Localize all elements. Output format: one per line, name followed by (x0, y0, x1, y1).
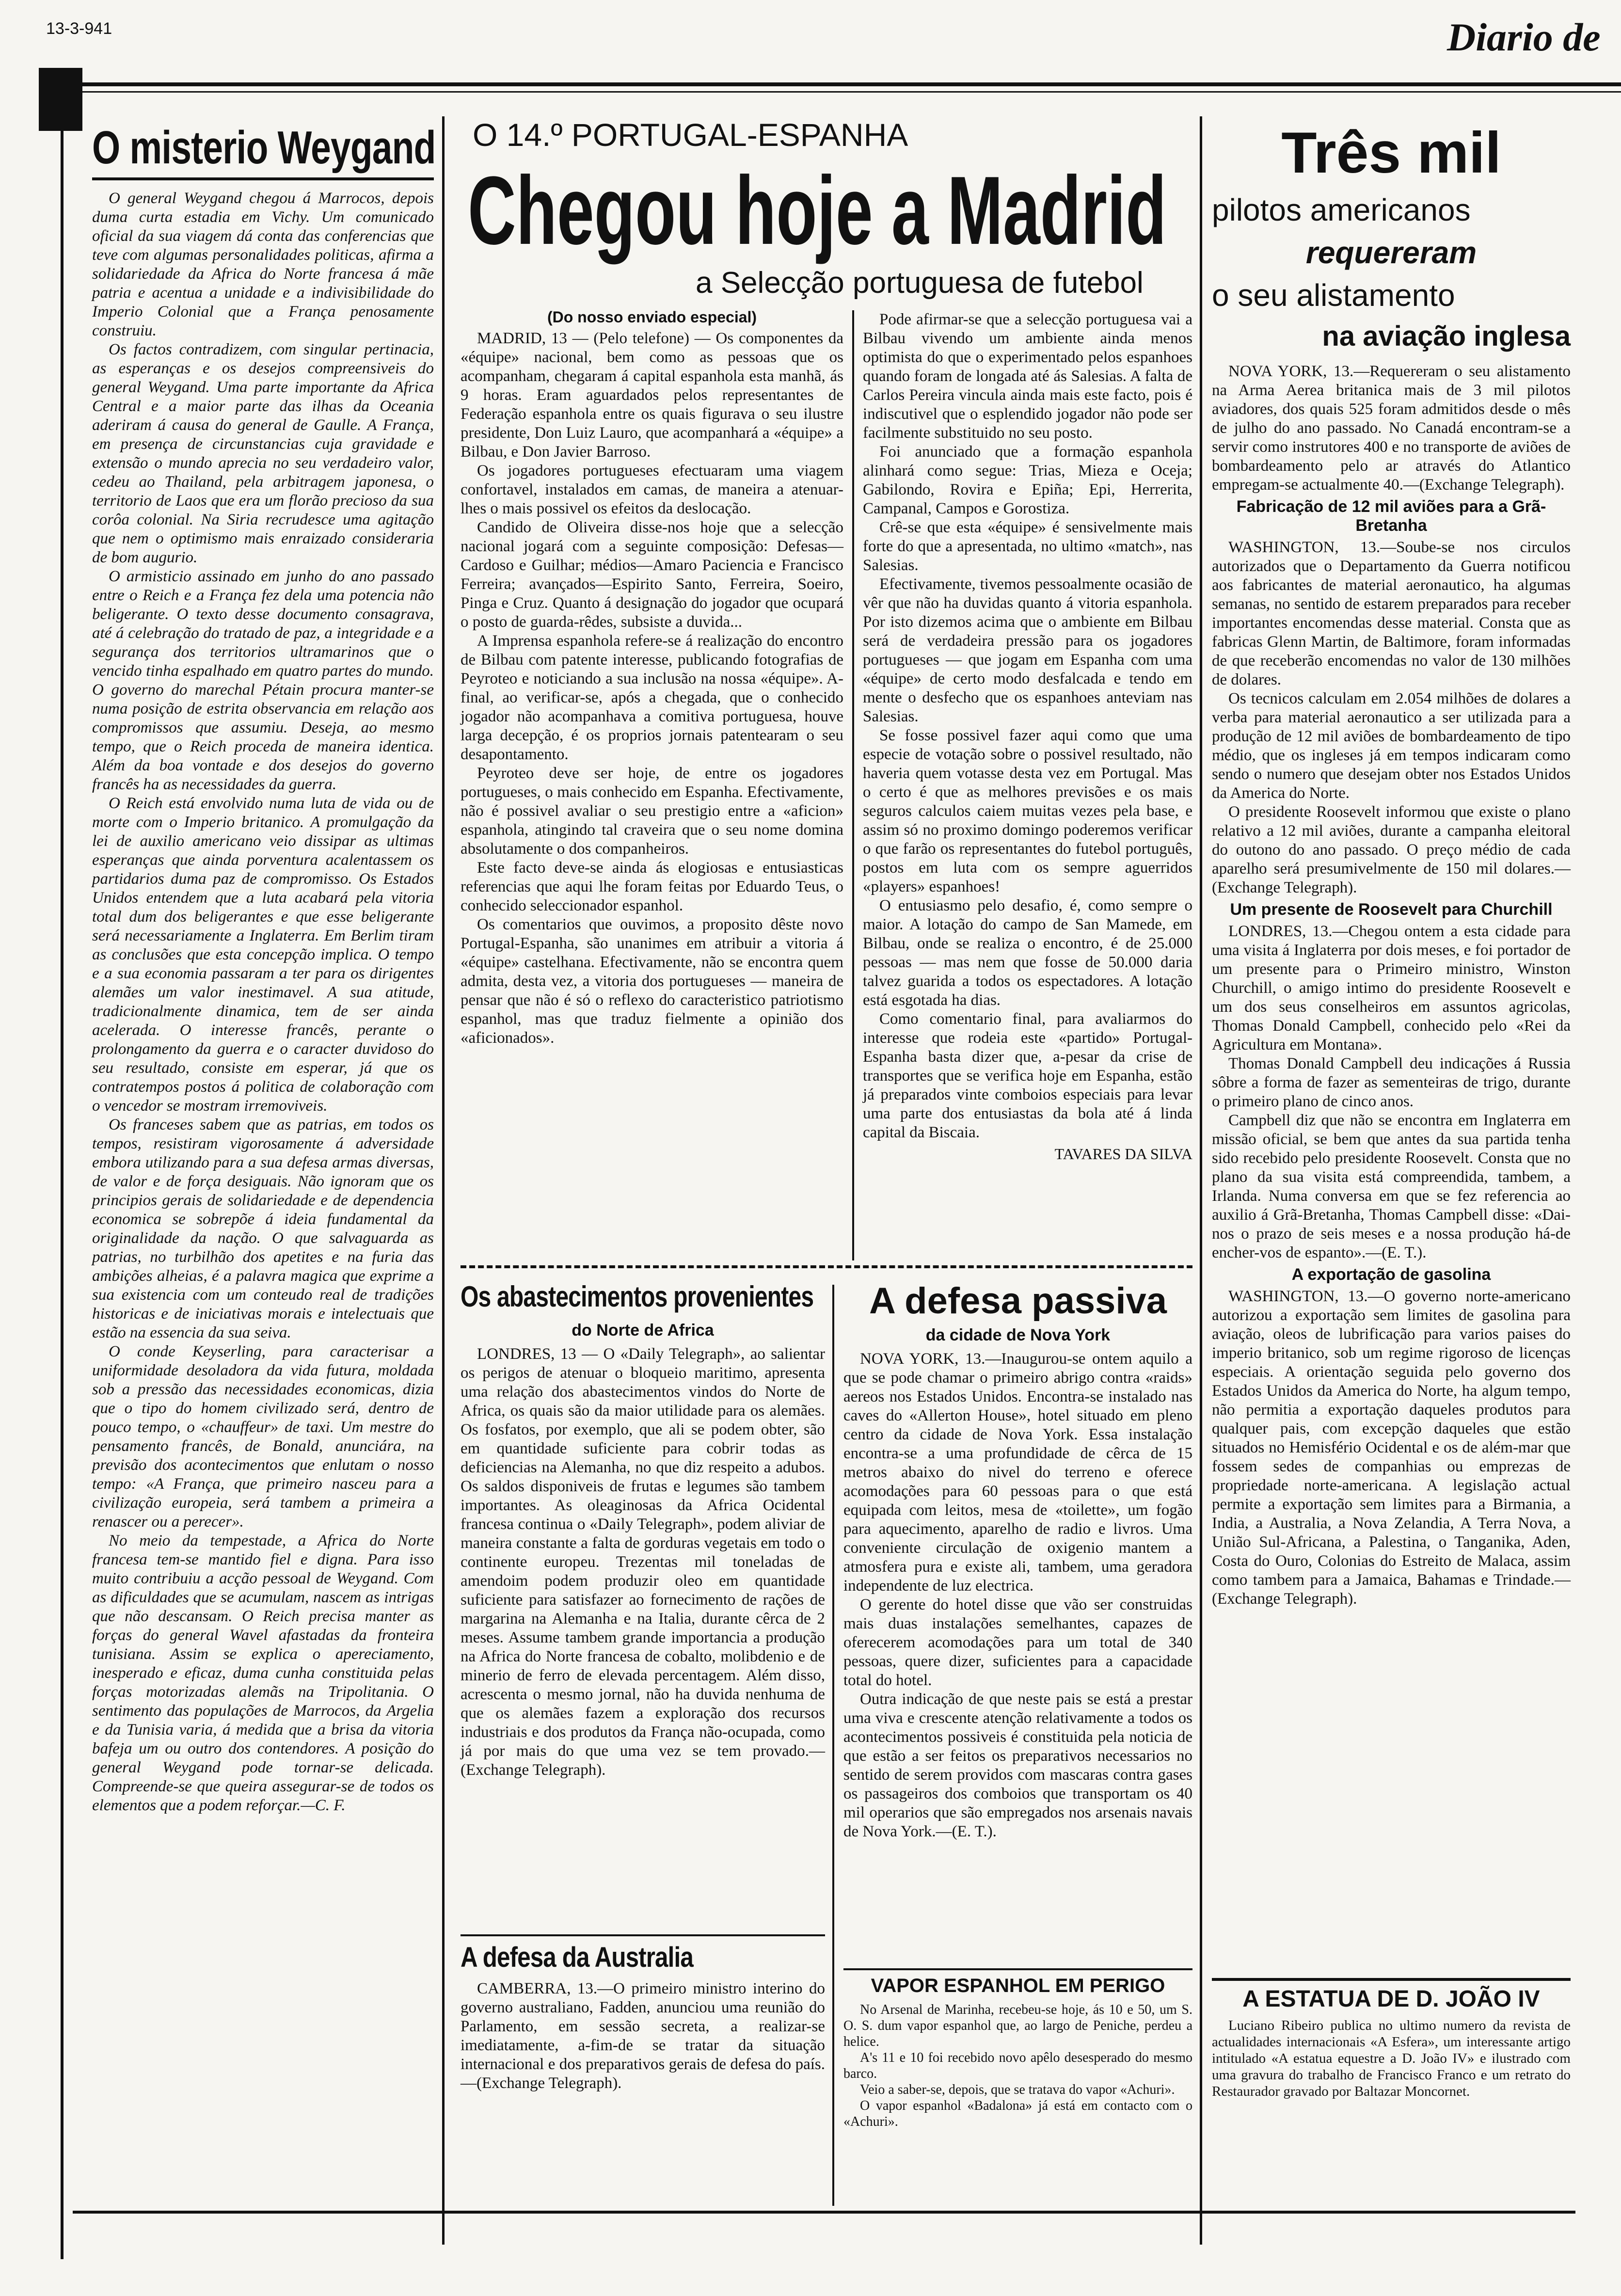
paragraph: No Arsenal de Marinha, recebeu-se hoje, ás 10 e 50, um S. O. S. dum vapor espanhol que, ao largo de Peniche, perdeu a helice. (843, 2002, 1192, 2049)
masthead-rule-thin (73, 91, 1621, 93)
portugal-col1 (461, 305, 843, 1048)
paragraph: CAMBERRA, 13.—O primeiro ministro interino do governo australiano, Fadden, anunciou uma reunião do Parlamento, em sessão secreta, a realizar-se imediatamente, a-fim-de se tratar da situação internacional e dos preparativos gerais de defesa do país.—(Exchange Telegraph). (461, 1980, 825, 2092)
masthead-title: Diario de (1447, 15, 1601, 59)
paragraph: Os factos contradizem, com singular pertinacia, as esperanças e os desejos compreensiveis do general Weygand. Uma parte importante da Africa Central e a maior parte das ilhas da Oceania aderiram á causa do general de Gaulle. A França, em presença de circunstancias cuja gravidade e extensão o mundo aprecia no seu verdadeiro valor, cedeu ao Thailand, pela arbitragem japonesa, o territorio de Laos que era um florão precioso da sua corôa colonial. Na Siria recrudesce uma agitação que nem o optimismo mais enraizado consideraria de bom augurio. (92, 341, 434, 566)
portugal-deck: a Selecção portuguesa de futebol (696, 266, 1144, 300)
footer-rule (73, 2211, 1575, 2214)
left-margin-block (39, 68, 82, 131)
australia-headline: A defesa da Australia (461, 1942, 693, 1973)
paragraph: NOVA YORK, 13.—Inaugurou-se ontem aquilo a que se pode chamar o primeiro abrigo contra «raids» aereos nos Estados Unidos. Encontra-se instalado nas caves do «Allerton House», hotel situado em pleno centro da cidade de Nova York. Essa instalação encontra-se a uma profundidade de cêrca de 15 metros abaixo do nivel do terreno e oferece acomodações para 60 pessoas para o que está equipada com leitos, mesa de «toilette», um fogão para aquecimento, aparelho de radio e livros. Uma conveniente circulação de oxigenio mantem a atmosfera pura e existe ali, tambem, uma geradora independente de luz electrica. (843, 1350, 1192, 1594)
paragraph: Candido de Oliveira disse-nos hoje que a selecção nacional jogará com a seguinte composição: Defesas—Cardoso e Guilhar; médios—Amaro Pacienciа e Francisco Ferreira; avançados—Espirito Santo, Ferreira, Soeiro, Pinga e Cruz. Quanto á designação do jogador que ocupará o posto de guarda-rêdes, subsiste a duvida... (461, 519, 843, 631)
column-rule (442, 116, 445, 2245)
column-rule (832, 1285, 834, 2206)
paragraph: Luciano Ribeiro publica no ultimo numero da revista de actualidades internacionais «A Esfera», um interessante artigo intitulado «A estatua equestre a D. João IV» e ilustrado com uma gravura do trabalho de Francisco Franco e um retrato do Restaurador gravado por Baltazar Moncornet. (1212, 2018, 1571, 2099)
vapor-article (843, 1968, 1192, 2130)
paragraph: O vapor espanhol «Badalona» já está em contacto com o «Achuri». (843, 2098, 1192, 2129)
tresmil-line3: o seu alistamento (1212, 278, 1455, 313)
column-rule (852, 310, 854, 1260)
paragraph: LONDRES, 13 — O «Daily Telegraph», ao salientar os perigos de atenuar o bloqueio maritimo, apresenta uma relação dos abastecimentos vindos do Norte de Africa, os quais são da maior utilidade para os alemães. Os fosfatos, por exemplo, que ali se podem obter, são em quantidade suficiente para cobrir todas as deficiencias na Alemanha, no que diz respeito a adubos. Os saldos disponiveis de frutas e legumes são tambem importantes. As oleaginosas da Africa Ocidental francesa continua o «Daily Telegraph», podem aliviar de maneira constante a falta de gorduras vegetais em todo o continente europeu. Trezentas mil toneladas de amendoim podem produzir oleo em quantidade suficiente para satisfazer ao fornecimento de rações de margarina na Alemanha e na Italia, durante cêrca de 2 meses. Assume tambem grande importancia a produção na Africa do Norte francesa de cobalto, molibdenio e de minerio de ferro de elevada percentagem. Além disso, acrescenta o mesmo jornal, não ha duvida nenhuma de que os alemães fazem a exploração dos recursos industriais e dos produtos da França não-ocupada, como já por mais do que uma vez se tem provado.—(Exchange Telegraph). (461, 1345, 825, 1779)
paragraph: MADRID, 13 — (Pelo telefone) — Os componentes da «équipe» nacional, bem como as pessoas que os acompanham, chegaram á capital espanhola esta manhã, ás 9 horas. Eram aguardados pelos representantes de Federação espanhola entre os quais figurava o seu ilustre presidente, Don Luiz Lauro, que acompanhará a «équipe» a Bilbau, e Don Javier Barroso. (461, 330, 843, 461)
paragraph: Os jogadores portugueses efectuaram uma viagem confortavel, instalados em camas, de maneira a atenuar-lhes o mais possivel os efeitos da deslocação. (461, 462, 843, 517)
tresmil-subhead: Um presente de Roosevelt para Churchill (1230, 900, 1553, 919)
tresmil-line4: na aviação inglesa (1322, 320, 1571, 352)
portugal-col2 (863, 310, 1192, 1163)
paragraph: WASHINGTON, 13.—Soube-se nos circulos autorizados que o Departamento da Guerra notificou aos fabricantes de material aeronautico, ha algumas semanas, no sentido de estarem preparados para receber importantes encomendas desse material. Consta que as fabricas Glenn Martin, de Baltimore, foram informadas de que receberão encomendas no valor de 130 milhões de dolares. (1212, 539, 1571, 688)
masthead-rule (73, 82, 1621, 86)
paragraph: Outra indicação de que neste pais se está a prestar uma viva e crescente atenção relativamente a todos os acontecimentos possiveis é constituida pela noticia de que estão a ser feitos os preparativos necessarios no sentido de serem providos com mascaras contra gases os passageiros dos comboios que transportam os 40 mil operarios que são empregados nos arsenais navais de Nova York.—(E. T.). (843, 1690, 1192, 1840)
paragraph: A's 11 e 10 foi recebido novo apêlo desesperado do mesmo barco. (843, 2050, 1192, 2081)
section-rule (461, 1934, 825, 1936)
defesa-subhead: da cidade de Nova York (925, 1326, 1111, 1344)
paragraph: Os franceses sabem que as patrias, em todos os tempos, resistiram vigorosamente á adversidade embora utilizando para a sua defesa armas diversas, de valor e de força desiguais. Não ignoram que os principios gerais de solidariedade e de dependencia economica se sobrepõe á ideia fundamental da originalidade da nação. O que salvaguarda as patrias, no turbilhão dos apetites e na furia das ambições alheias, é a palavra magica que exprime a sua existencia com um conteudo real de tradições historicas e de iniciativas morais e intelectuais que estão na essencia da sua seiva. (92, 1116, 434, 1341)
weygand-article (92, 121, 434, 1815)
paragraph: A Imprensa espanhola refere-se á realização do encontro de Bilbau com patente interesse, publicando fotografias de Peyroteo e noticiando a sua inclusão na nossa «équipe». A-final, ao verificar-se, após a chegada, que o conhecido jogador não acompanhava a comitiva portuguesa, houve larga decepção, é os proprios jornais patentearam o seu desapontamento. (461, 632, 843, 763)
abastecimentos-subhead: do Norte de Africa (572, 1321, 714, 1339)
abastecimentos-headline: Os abastecimentos provenientes (461, 1280, 814, 1313)
column-rule (1200, 116, 1202, 2245)
tresmil-line2: requereram (1305, 235, 1477, 270)
portugal-kicker: O 14.º PORTUGAL-ESPANHA (473, 117, 908, 153)
left-margin-line (61, 131, 64, 2259)
tresmil-subhead: Fabricação de 12 mil aviões para a Grã-Bretanha (1236, 497, 1546, 535)
paragraph: Se fosse possivel fazer aqui como que uma especie de votação sobre o possivel resultado, não haveria quem votasse desta vez em Portugal. Mas o certo é que as melhores previsões e os mais seguros calculos caiem muitas vezes pela base, e assim só no proximo domingo poderemos verificar o que farão os representantes do futebol português, postos em luta com os sempre aguerridos «players» espanhoes! (863, 727, 1192, 895)
paragraph: Veio a saber-se, depois, que se tratava do vapor «Achuri». (860, 2082, 1175, 2097)
paragraph: Foi anunciado que a formação espanhola alinhará como segue: Trias, Mieza e Oceja; Gabilondo, Rovira e Epiña; Epi, Herrerita, Campanal, Campos e Gorostiza. (863, 443, 1192, 517)
paragraph: Os comentarios que ouvimos, a proposito dêste novo Portugal-Espanha, são unanimes em atribuir a vitoria á «équipe» castelhana. Efectivamente, não se encontra quem admita, desta vez, a vitoria dos portugueses — maneira de pensar que não é só o reflexo do caracteristico patriotismo espanhol, mas que traduz fielmente a opinião dos «aficionados». (461, 916, 843, 1047)
paragraph: O presidente Roosevelt informou que existe o plano relativo a 12 mil aviões, durante a campanha eleitoral do outono do ano passado. O preço médio de cada aparelho será presumivelmente de 150 mil dolares.—(Exchange Telegraph). (1212, 803, 1571, 896)
vapor-headline: VAPOR ESPANHOL EM PERIGO (871, 1975, 1165, 1996)
section-rule (843, 1968, 1192, 1970)
weygand-body (92, 189, 434, 1815)
paragraph: LONDRES, 13.—Chegou ontem a esta cidade para uma visita á Inglaterra por dois meses, e foi portador de um presente para o Primeiro ministro, Winston Churchill, o amigo intimo do presidente Roosevelt e um dos seus conselheiros em assuntos agricolas, Thomas Donald Campbell, conhecido pelo «Rei da Agricultura em Montana». (1212, 923, 1571, 1053)
paragraph: Efectivamente, tivemos pessoalmente ocasião de vêr que não ha duvidas quanto á vitoria espanhola. Por isto dizemos acima que o ambiente em Bilbau será de verdadeira pressão para os jogadores portugueses — que jogam em Espanha com uma «équipe» de certo modo desfalcada e tendo em mente o desfecho que os espanhoes anteviam nas Salesias. (863, 575, 1192, 725)
portugal-byline: (Do nosso enviado especial) (547, 308, 757, 326)
tresmil-article (1212, 121, 1571, 1609)
estatua-headline: A ESTATUA DE D. JOÃO IV (1242, 1986, 1540, 2012)
paragraph: Campbell diz que não se encontra em Inglaterra em missão oficial, se bem que antes da sua partida tenha sido recebido pelo presidente Roosevelt. Consta que no plano da sua visita está compreendida, tambem, a Irlanda. Numa conversa em que se fez referencia ao auxilio á Grã-Bretanha, Thomas Campbell disse: «Dai-nos o prazo de seis meses e a nossa produção há-de encher-vos de espanto».—(E. T.). (1212, 1112, 1571, 1261)
defesa-article (843, 1280, 1192, 1841)
tresmil-headline: Três mil (1281, 120, 1501, 185)
headline-rule (92, 177, 434, 180)
tresmil-line1: pilotos americanos (1212, 192, 1471, 227)
paragraph: Como comentario final, para avaliarmos do interesse que rodeia este «partido» Portugal-Espanha basta dizer que, a-pesar da crise de transportes que se verifica hoje em Espanha, estão já preparados vinte comboios especiais para levar uma parte dos entusiastas da bola até á linda capital da Biscaia. (863, 1010, 1192, 1141)
paragraph: NOVA YORK, 13.—Requereram o seu alistamento na Arma Aerea britanica mais de 3 mil pilotos aviadores, dos quais 525 foram admitidos desde o mês de julho do ano passado. No Canadá encontram-se a servir como instrutores 400 e no transporte de aviões de bombardeamento pelo ar através do Atlantico empregam-se actualmente 40.—(Exchange Telegraph). (1212, 363, 1571, 494)
paragraph: Pode afirmar-se que a selecção portuguesa vai a Bilbau vivendo um ambiente ainda menos optimista do que o experimentado pelos espanhoes quando foram de longada até ás Salesias. A falta de Carlos Pereira vincula ainda mais este facto, pois é indiscutivel que o esplendido jogador não pode ser facilmente substituido no seu posto. (863, 311, 1192, 442)
edition-date: 13-3-941 (46, 19, 112, 38)
estatua-article (1212, 1978, 1571, 2100)
paragraph: WASHINGTON, 13.—O governo norte-americano autorizou a exportação sem limites de gasolina para aviação, oleos de lubrificação para varios paises do imperio britanico, sob um regime rigoroso de licenças especiais. A orientação seguida pelo governo dos Estados Unidos da America do Norte, ha algum tempo, não permitia a exportação daqueles produtos para qualquer pais, com excepção daqueles que estão situados no Hemisfério Ocidental e os de além-mar que fossem sedes de companhias ou emprezas de propriedade norte-americana. A legislação actual permite a exportação sem limites para a Birmania, a India, a Australia, a Nova Zelandia, A Terra Nova, a União Sul-Africana, a Palestina, o Tanganika, Aden, Costa do Ouro, Colonias do Estreito de Malaca, assim como tambem para a Jamaica, Bahamas e Trindade.—(Exchange Telegraph). (1212, 1288, 1571, 1608)
portugal-headline: Chegou hoje a Madrid (468, 157, 1167, 265)
tresmil-subhead: A exportação de gasolina (1291, 1265, 1491, 1284)
paragraph: No meio da tempestade, a Africa do Norte francesa tem-se mantido fiel e digna. Para isso muito contribuiu a acção pessoal de Weygand. Com as dificuldades que se acumulam, nascem as intrigas que não descansam. O Reich precisa manter as forças do general Wavel afastadas da fronteira tunisiana. Assim se explica o apereciamento, inesperado e eficaz, duma cunha constituida pelas forças motorizadas alemãs na Tripolitania. O sentimento das populações de Marrocos, da Argelia e da Tunisia varia, á medida que a brisa da vitoria bafeja um ou outro dos contendores. A posição do general Weygand pode tornar-se delicada. Compreende-se que queira assegurar-se de todos os elementos que a podem reforçar.—C. F. (92, 1532, 434, 1814)
paragraph: Crê-se que esta «équipe» é sensivelmente mais forte do que a apresentada, no ultimo «match», nas Salesias. (863, 519, 1192, 574)
paragraph: O gerente do hotel disse que vão ser construidas mais duas instalações semelhantes, capazes de oferecerem acomodações para um total de 340 pessoas, quere dizer, suficientes para a capacidade total do hotel. (843, 1596, 1192, 1689)
paragraph: O conde Keyserling, para caracterisar a uniformidade desoladora da vida futura, moldada sob a pressão das necessidades economicas, dizia que o tipo do homem civilizado será, dentro de pouco tempo, o «chauffeur» de taxi. Um mestre do pensamento francês, de Bonald, anunciára, na previsão dos acontecimentos que enlutam o nosso tempo: «A França, que primeiro nasceu para a civilização europeia, será tambem a primeira a renascer ou a perecer». (92, 1343, 434, 1531)
portugal-signature: TAVARES DA SILVA (1054, 1145, 1192, 1163)
paragraph: Este facto deve-se ainda ás elogiosas e entusiasticas referencias que aqui lhe foram feitas por Eduardo Teus, o conhecido seleccionador espanhol. (461, 859, 843, 914)
section-rule (1212, 1978, 1571, 1981)
australia-article (461, 1934, 825, 2093)
paragraph: Thomas Donald Campbell deu indicações á Russia sôbre a forma de fazer as sementeiras de trigo, durante o primeiro plano de cinco anos. (1212, 1055, 1571, 1110)
section-divider (461, 1265, 1192, 1268)
defesa-headline: A defesa passiva (869, 1280, 1167, 1322)
abastecimentos-article (461, 1280, 825, 1780)
paragraph: O Reich está envolvido numa luta de vida ou de morte com o Imperio britanico. A promulgação da lei de auxilio americano veio dissipar as ultimas esperanças que ainda porventura acalentassem os partidarios duma paz de compromisso. Os Estados Unidos entendem que a luta acabará pela vitoria total dum dos beligerantes e que esse beligerante será necessariamente a Inglaterra. Em Berlim tiram as conclusões que esta concepção implica. O tempo e a sua economia passaram a ter para os dirigentes alemães um valor inestimavel. A sua atitude, tradicionalmente dinamica, tem de ser ainda acelerada. O interesse francês, perante o prolongamento da guerra e o caracter duvidoso do seu resultado, consiste em esperar, já que os contratempos postos á politica de colaboração com o vencedor se mostram irremoviveis. (92, 795, 434, 1115)
paragraph: O armisticio assinado em junho do ano passado entre o Reich e a França fez dela uma potencia não beligerante. O texto desse documento consagrava, até á celebração do tratado de paz, a integridade e a segurança dos territorios ultramarinos que o vencido tinha espalhado em quatro partes do mundo. O governo do marechal Pétain procura manter-se numa posição de estrita observancia em relação aos compromissos que assumiu. Deseja, ao mesmo tempo, que o Reich proceda de maneira identica. Além da boa vontade e dos desejos do governo francês ha as necessidades da guerra. (92, 568, 434, 793)
weygand-headline: O misterio Weygand (92, 122, 436, 174)
paragraph: O entusiasmo pelo desafio, é, como sempre o maior. A lotação do campo de San Mamede, em Bilbau, onde se realiza o encontro, é de 25.000 pessoas — mas nem que fosse de 50.000 daria talvez guarida a todos os espectadores. A lotação está esgotada ha dias. (863, 897, 1192, 1009)
paragraph: Peyroteo deve ser hoje, de entre os jogadores portugueses, o mais conhecido em Espanha. Efectivamente, não é possivel avaliar o seu prestigio entre a «aficion» espanhola, atingindo tal craveira que o seu nome domina absolutamente o dos companheiros. (461, 765, 843, 858)
paragraph: Os tecnicos calculam em 2.054 milhões de dolares a verba para material aeronautico a ser utilizada para a produção de 12 mil aviões de bombardeamento de tipo médio, que os ingleses já em tempos indicaram como sendo o numero que desejam obter nos Estados Unidos da America do Norte. (1212, 690, 1571, 802)
paragraph: O general Weygand chegou á Marrocos, depois duma curta estadia em Vichy. Um comunicado oficial da sua viagem dá conta das conferencias que teve com algumas personalidades politicas, afirma a solidariedade da Africa do Norte francesa á mãe patria e acentua a unidade e a indivisibilidade do Imperio Colonial que a França penosamente construiu. (92, 190, 434, 339)
